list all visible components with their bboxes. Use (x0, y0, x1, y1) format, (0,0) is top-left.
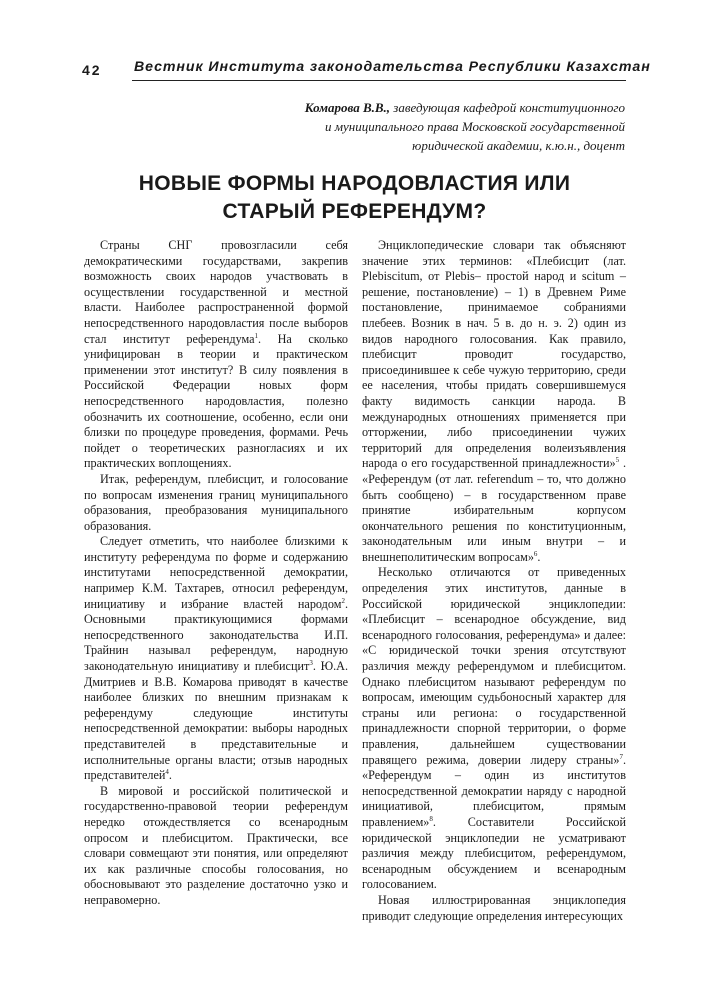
journal-title: Вестник Института законодательства Республики Казахстан (134, 59, 651, 75)
footnote-ref: 7 (619, 752, 623, 761)
paragraph-text: . (168, 768, 172, 783)
right-column (362, 238, 626, 924)
author-name: Комарова В.В., (304, 100, 391, 115)
page-number: 42 (82, 62, 102, 78)
paragraph (362, 565, 626, 892)
paragraph-text: Следует отметить, что наиболее близкими к институту референдума по форме и содержанию институтами непосредственной демократии, например К.М. Тахтарев, относил референдум, инициативу и избрание властей народом (84, 534, 348, 611)
article-title (100, 170, 609, 226)
paragraph-text: . Основными практикующимися формами непосредственного законодательства И.П. Трайнин называл референдум, народную законодательную инициативу и плебисцит (84, 596, 348, 674)
article-title-line-1: НОВЫЕ ФОРМЫ НАРОДОВЛАСТИЯ ИЛИ (138, 172, 571, 195)
paragraph (362, 238, 626, 565)
paragraph-text: Несколько отличаются от приведенных определения этих институтов, данные в Российской юридической энциклопедии: «Плебисцит – всенародное обсуждение, вид всенародного голосования, референдума» и далее: «С юридической точки зрения отсутствуют различия между референдумом и плебисцитом. Однако плебисцитом называют референдум по вопросам, имеющим судьбоносный характер для страны или региона: о государственной принадлежности спорной территории, о форме правления, дальнейшем существовании правящего режима, доверии лидеру страны» (362, 565, 626, 767)
author-affiliation-1: заведующая кафедрой конституционного (393, 100, 625, 115)
footnote-ref: 6 (533, 549, 538, 558)
paragraph: В мировой и российской политической и государственно-правовой теории референдум нередко отождествляется со всенародным опросом и плебисцитом. Практически, все словари совмещают эти понятия, или определяют их как различные способы голосования, но обосновывают это разделение достаточно узко и неправомерно. (84, 783, 348, 907)
paragraph-text: . «Референдум (от лат. referendum – то, что должно быть сообщено) – в государственном праве принятие избирательным корпусом окончательного решения по конституционным, законодательным или иным внутри – и внешнеполитическим вопросам» (362, 456, 627, 564)
author-affiliation-3: юридической академии, к.ю.н., доцент (412, 138, 625, 153)
footnote-ref: 8 (429, 814, 433, 823)
paragraph-text: Энциклопедические словари так объясняют значение этих терминов: «Плебисцит (лат. Plebiscitum, от Plebis– простой народ и scitum – решение, постановление) – 1) в Древнем Риме постановление, принимаемое собраниями плебеев. Возник в нач. 5 в. до н. э. 2) один из видов народного голосования. Как правило, плебисцит проводит государство, присоединившее к себе чужую территорию, среди ее населения, чтобы придать совершившемуся факту видимость санкции народа. В международных отношениях применяется при отторжении, либо присоединении чужих территорий для определения волеизъявления народа о его государственной принадлежности» (362, 238, 626, 471)
paragraph-text: . На сколько унифицирован в теории и практическом применении этот институт? В силу появления в Российской Федерации новых форм непосредственного народовластия, полезно обозначить их соотношение, особенно, если они близки по процедуре проведения, формами. Речь пойдет о теоретических разногласиях и их практических воплощениях. (84, 331, 348, 471)
article-title-line-2: СТАРЫЙ РЕФЕРЕНДУМ? (222, 200, 487, 223)
author-line-1 (205, 98, 625, 117)
paragraph (84, 534, 348, 784)
paragraph-text: Страны СНГ провозгласили себя демократическими государствами, закрепив возможность своих народов участвовать в осуществлении государственной и местной власти. Наиболее распространенной формой непосредственного народовластия после выборов стал институт референдума (84, 238, 348, 346)
paragraph-text: . «Референдум – один из институтов непосредственной демократии наряду с народной инициативой, плебисцитом, прямым правлением» (362, 752, 626, 829)
footnote-ref: 2 (341, 596, 345, 605)
paragraph-text: . Ю.А. Дмитриев и В.В. Комарова приводят в качестве наиболее близких по внешним признакам к референдуму следующие институты непосредственной демократии: выборы народных представителей в представительные и исполнительные органы власти; отзыв народных представителей (84, 659, 348, 783)
author-block (205, 98, 625, 155)
left-column (84, 238, 348, 909)
footnote-ref: 1 (254, 331, 259, 340)
paragraph: Итак, референдум, плебисцит, и голосование по вопросам изменения границ муниципального образования, преобразования муниципального образования. (84, 471, 348, 533)
footnote-ref: 5 (615, 456, 620, 465)
paragraph-text: . (537, 549, 541, 564)
footnote-ref: 4 (165, 768, 169, 777)
paragraph-text: . Составители Российской юридической энциклопедии не усматривают различия между плебисцитом, референдумом, всенародным обсуждением и всенародным голосованием. (362, 814, 626, 892)
footnote-ref: 3 (309, 658, 313, 667)
author-affiliation-2: и муниципального права Московской государственной (324, 119, 625, 134)
header-divider (132, 80, 626, 81)
paragraph (84, 238, 348, 472)
paragraph: Новая иллюстрированная энциклопедия приводит следующие определения интересующих (362, 892, 626, 923)
